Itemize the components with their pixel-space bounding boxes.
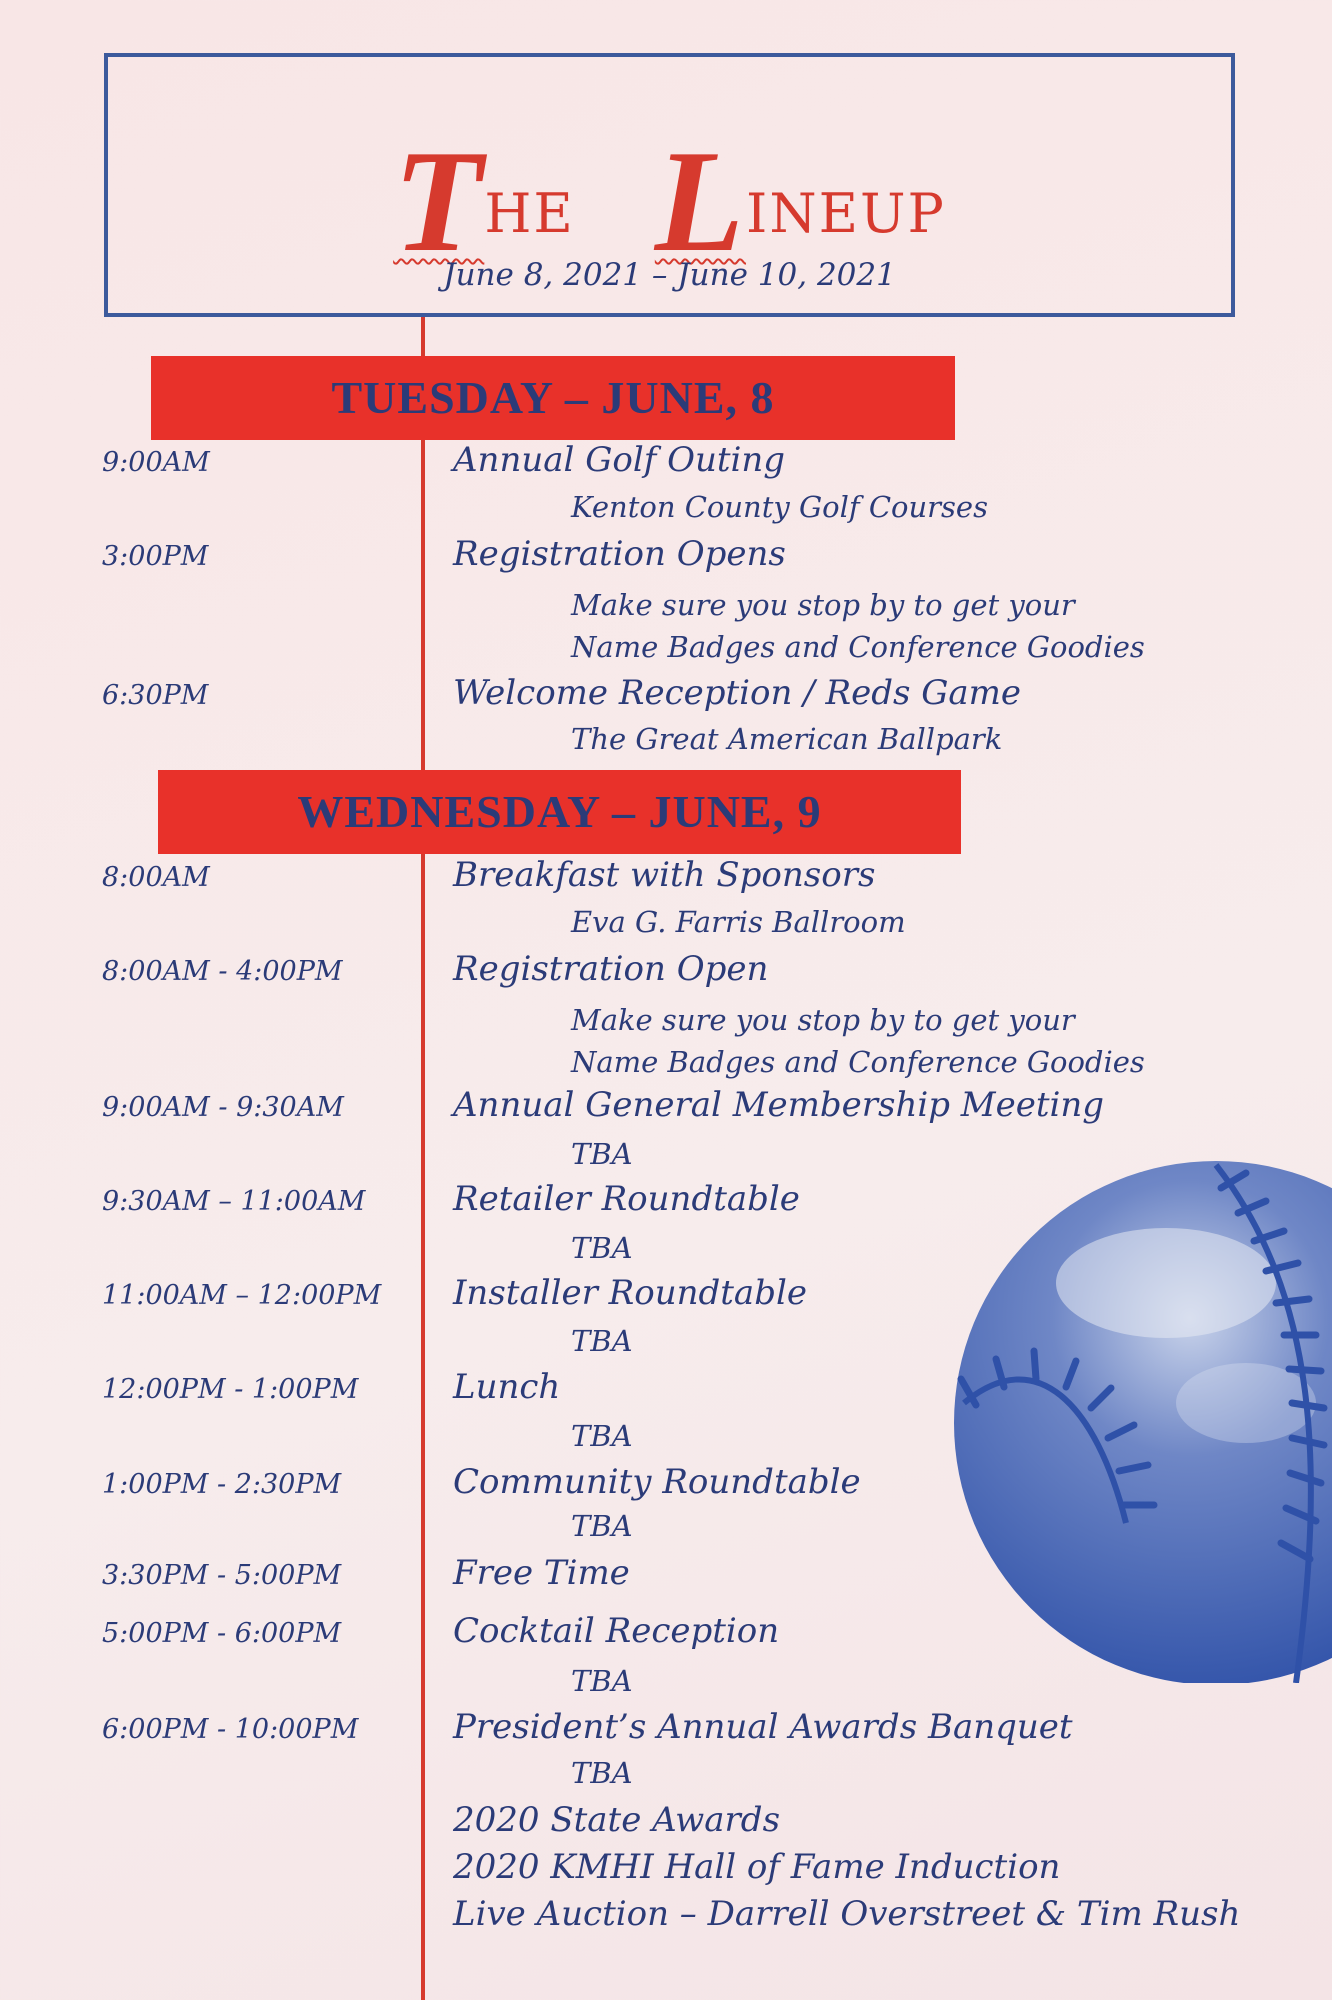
schedule-time: 1:00PM - 2:30PM (102, 1469, 342, 1500)
schedule-detail: TBA (571, 1664, 633, 1698)
event-dates: June 8, 2021 – June 10, 2021 (443, 257, 896, 293)
schedule-detail: Name Badges and Conference Goodies (571, 630, 1145, 664)
schedule-event: Welcome Reception / Reds Game (453, 673, 1022, 713)
baseball-icon (916, 1143, 1332, 1683)
title-word-he: HE (484, 182, 575, 245)
schedule-time: 12:00PM - 1:00PM (102, 1374, 359, 1405)
schedule-event: Registration Open (453, 949, 769, 989)
schedule-detail: The Great American Ballpark (571, 722, 1003, 756)
schedule-time: 8:00AM - 4:00PM (102, 956, 343, 987)
schedule-event: Installer Roundtable (453, 1273, 807, 1313)
title-box (104, 53, 1235, 317)
schedule-event: Lunch (453, 1367, 561, 1407)
schedule-time: 9:00AM (102, 447, 210, 478)
schedule-time: 5:00PM - 6:00PM (102, 1618, 342, 1649)
schedule-time: 6:00PM - 10:00PM (102, 1714, 359, 1745)
schedule-event: Registration Opens (453, 534, 786, 574)
schedule-time: 6:30PM (102, 680, 209, 711)
schedule-detail: TBA (571, 1231, 633, 1265)
schedule-event: Annual Golf Outing (453, 440, 786, 480)
schedule-event: Retailer Roundtable (453, 1179, 800, 1219)
schedule-detail: TBA (571, 1509, 633, 1543)
schedule-detail: Name Badges and Conference Goodies (571, 1045, 1145, 1079)
schedule-detail: TBA (571, 1419, 633, 1453)
schedule-event: Free Time (453, 1553, 630, 1593)
title-word-ineup: INEUP (746, 182, 946, 245)
schedule-event: President’s Annual Awards Banquet (453, 1707, 1073, 1747)
schedule-time: 8:00AM (102, 862, 210, 893)
schedule-detail: Eva G. Farris Ballroom (571, 905, 906, 939)
title-initial-t: T (393, 120, 485, 282)
schedule-event: Community Roundtable (453, 1462, 861, 1502)
banquet-extra: Live Auction – Darrell Overstreet & Tim Rush (453, 1894, 1241, 1934)
banquet-extra: 2020 KMHI Hall of Fame Induction (453, 1847, 1061, 1887)
schedule-detail: TBA (571, 1324, 633, 1358)
title-initial-l: L (654, 120, 747, 282)
schedule-time: 3:00PM (102, 541, 209, 572)
schedule-detail: Make sure you stop by to get your (571, 588, 1075, 622)
wednesday-banner: WEDNESDAY – JUNE, 9 (158, 770, 961, 854)
schedule-event: Breakfast with Sponsors (453, 855, 876, 895)
schedule-detail: Make sure you stop by to get your (571, 1003, 1075, 1037)
schedule-time: 9:00AM - 9:30AM (102, 1092, 344, 1123)
schedule-event: Cocktail Reception (453, 1611, 780, 1651)
schedule-detail: Kenton County Golf Courses (571, 490, 988, 524)
schedule-time: 11:00AM – 12:00PM (102, 1280, 382, 1311)
schedule-time: 9:30AM – 11:00AM (102, 1186, 366, 1217)
schedule-time: 3:30PM - 5:00PM (102, 1560, 342, 1591)
schedule-event: Annual General Membership Meeting (453, 1085, 1105, 1125)
banquet-extra: 2020 State Awards (453, 1800, 781, 1840)
schedule-detail: TBA (571, 1137, 633, 1171)
schedule-detail: TBA (571, 1756, 633, 1790)
tuesday-banner: TUESDAY – JUNE, 8 (151, 356, 955, 440)
timeline-line (421, 317, 425, 2000)
